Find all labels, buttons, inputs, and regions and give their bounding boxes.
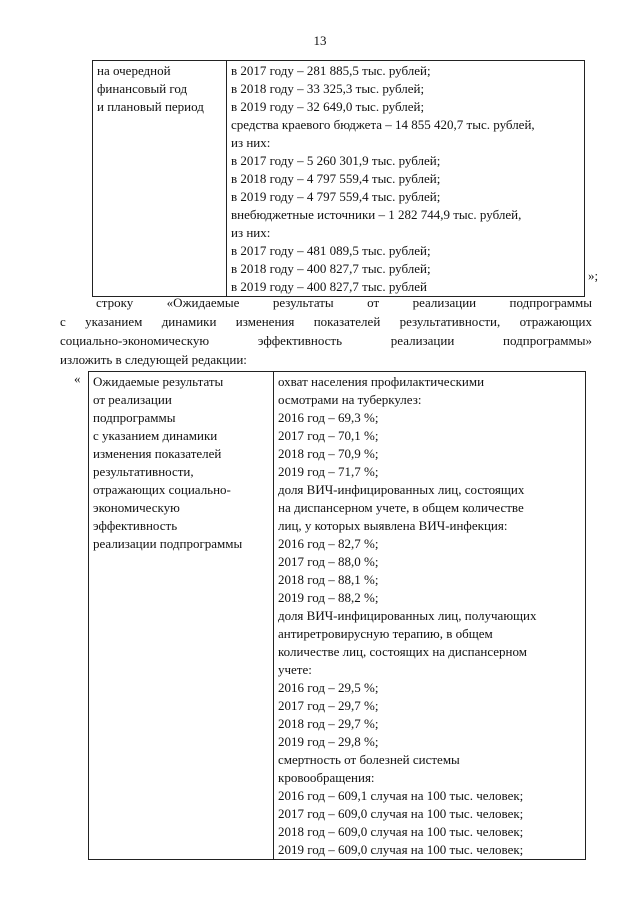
opening-quote-mark: « (74, 371, 81, 386)
value-line: лиц, у которых выявлена ВИЧ-инфекция: (278, 518, 508, 533)
value-line: кровообращения: (278, 770, 375, 785)
value-line: внебюджетные источники – 1 282 744,9 тыс. рублей, (231, 207, 522, 222)
value-line: на диспансерном учете, в общем количестве (278, 500, 524, 515)
value-line: 2016 год – 609,1 случая на 100 тыс. человек; (278, 788, 524, 803)
value-line: 2018 год – 29,7 %; (278, 716, 379, 731)
funding-values-cell (227, 61, 585, 297)
value-line: 2019 год – 29,8 %; (278, 734, 379, 749)
value-line: доля ВИЧ-инфицированных лиц, состоящих (278, 482, 525, 497)
closing-quote-mark: »; (588, 268, 599, 283)
value-line: в 2019 году – 400 827,7 тыс. рублей (231, 279, 427, 294)
value-line: 2017 год – 70,1 %; (278, 428, 379, 443)
label-line: на очередной (97, 63, 171, 78)
value-line: количестве лиц, состоящих на диспансерном (278, 644, 527, 659)
value-line: 2017 год – 29,7 %; (278, 698, 379, 713)
value-line: 2017 год – 88,0 %; (278, 554, 379, 569)
value-line: средства краевого бюджета – 14 855 420,7 тыс. рублей, (231, 117, 535, 132)
instruction-line: строку «Ожидаемые результаты от реализации подпрограммы (96, 295, 592, 310)
instruction-line: с указанием динамики изменения показателей результативности, отражающих (60, 314, 592, 329)
label-line: отражающих социально- (93, 482, 231, 497)
value-line: антиретровирусную терапию, в общем (278, 626, 493, 641)
label-line: с указанием динамики (93, 428, 218, 443)
value-line: в 2019 году – 32 649,0 тыс. рублей; (231, 99, 425, 114)
value-line: доля ВИЧ-инфицированных лиц, получающих (278, 608, 537, 623)
value-line: охват населения профилактическими (278, 374, 485, 389)
value-line: в 2019 году – 4 797 559,4 тыс. рублей; (231, 189, 441, 204)
value-line: в 2018 году – 400 827,7 тыс. рублей; (231, 261, 431, 276)
value-line: в 2017 году – 281 885,5 тыс. рублей; (231, 63, 431, 78)
expected-results-table (88, 371, 586, 860)
label-line: реализации подпрограммы (93, 536, 243, 551)
label-line: Ожидаемые результаты (93, 374, 224, 389)
table-row (89, 372, 586, 860)
value-line: учете: (278, 662, 312, 677)
instruction-line: социально-экономическую эффективность реализации подпрограммы» (60, 333, 592, 348)
results-values-cell (274, 372, 586, 860)
funding-label-cell (93, 61, 227, 297)
value-line: в 2018 году – 4 797 559,4 тыс. рублей; (231, 171, 441, 186)
value-line: 2019 год – 609,0 случая на 100 тыс. человек; (278, 842, 524, 857)
label-line: финансовый год (97, 81, 188, 96)
value-line: из них: (231, 135, 271, 150)
value-line: 2016 год – 69,3 %; (278, 410, 379, 425)
value-line: 2019 год – 88,2 %; (278, 590, 379, 605)
value-line: в 2018 году – 33 325,3 тыс. рублей; (231, 81, 425, 96)
value-line: осмотрами на туберкулез: (278, 392, 422, 407)
value-line: 2018 год – 609,0 случая на 100 тыс. человек; (278, 824, 524, 839)
label-line: изменения показателей (93, 446, 222, 461)
value-line: из них: (231, 225, 271, 240)
value-line: смертность от болезней системы (278, 752, 460, 767)
value-line: 2018 год – 70,9 %; (278, 446, 379, 461)
label-line: и плановый период (97, 99, 204, 114)
instruction-line: изложить в следующей редакции: (60, 352, 247, 367)
label-line: подпрограммы (93, 410, 176, 425)
value-line: в 2017 году – 481 089,5 тыс. рублей; (231, 243, 431, 258)
label-line: от реализации (93, 392, 172, 407)
label-line: результативности, (93, 464, 194, 479)
value-line: 2018 год – 88,1 %; (278, 572, 379, 587)
table-row (93, 61, 585, 297)
funding-table (92, 60, 585, 297)
value-line: 2017 год – 609,0 случая на 100 тыс. человек; (278, 806, 524, 821)
value-line: 2016 год – 29,5 %; (278, 680, 379, 695)
label-line: эффективность (93, 518, 178, 533)
value-line: в 2017 году – 5 260 301,9 тыс. рублей; (231, 153, 441, 168)
results-label-cell (89, 372, 274, 860)
value-line: 2019 год – 71,7 %; (278, 464, 379, 479)
label-line: экономическую (93, 500, 180, 515)
value-line: 2016 год – 82,7 %; (278, 536, 379, 551)
page-number: 13 (313, 33, 327, 48)
